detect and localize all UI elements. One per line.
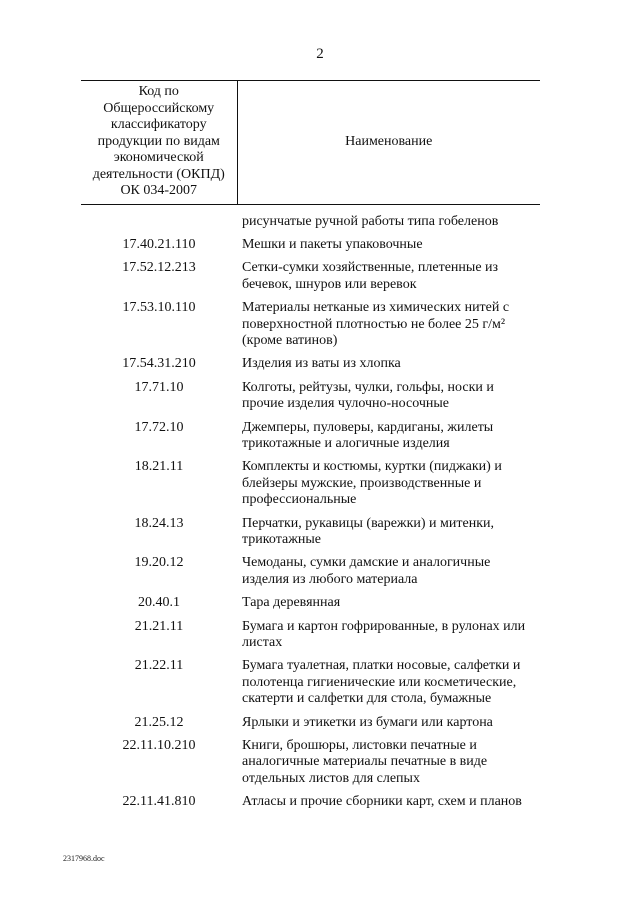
row-name: Сетки-сумки хозяйственные, плетенные из бечевок, шнуров или веревок [242,260,499,292]
row-code: 17.54.31.210 [122,356,196,372]
table-row [81,354,540,377]
table-row [81,736,540,792]
row-code: 18.21.11 [134,459,184,475]
table-row [81,258,540,298]
table-row [81,298,540,354]
row-name: рисунчатые ручной работы типа гобеленов [242,213,499,229]
table-row [81,457,540,513]
footer-filename: 2317968.doc [63,854,105,863]
row-name: Мешки и пакеты упаковочные [242,236,423,252]
table-row [81,553,540,593]
table-row [81,235,540,258]
row-name: Материалы нетканые из химических нитей с поверхностной плотностью не более 25 г/м² (кроме ватинов) [242,300,510,348]
page-number: 2 [316,46,324,62]
table-row [81,617,540,657]
table-row [81,514,540,554]
row-name: Колготы, рейтузы, чулки, гольфы, носки и прочие изделия чулочно-носочные [242,379,494,412]
row-code: 21.22.11 [134,658,184,674]
row-code: 21.21.11 [134,618,184,634]
row-code [81,204,237,235]
row-code: 17.40.21.110 [122,236,196,252]
row-code: 17.52.12.213 [122,260,196,276]
row-name: Бумага и картон гофрированные, в рулонах или листах [242,618,526,651]
table-row [81,713,540,736]
table-body [81,204,540,816]
row-name: Книги, брошюры, листовки печатные и аналогичные материалы печатные в виде отдельных листов для слепых [242,738,488,786]
row-name: Изделия из ваты из хлопка [242,356,401,372]
row-code: 17.72.10 [134,419,184,435]
row-name: Атласы и прочие сборники карт, схем и планов [242,794,522,810]
row-name: Тара деревянная [242,595,341,611]
row-name: Ярлыки и этикетки из бумаги или картона [242,714,493,730]
table-row [81,656,540,712]
table-row [81,792,540,815]
header-code: Код по Общероссийскому классификатору продукции по видам экономической деятельности (ОКПД) ОК 034-2007 [81,81,237,205]
row-code: 22.11.10.210 [122,738,196,754]
row-code: 21.25.12 [134,714,184,730]
row-code: 18.24.13 [134,515,184,531]
row-name: Комплекты и костюмы, куртки (пиджаки) и блейзеры мужские, производственные и профессиональные [242,459,502,508]
row-name: Чемоданы, сумки дамские и аналогичные изделия из любого материала [242,555,491,587]
row-code: 17.53.10.110 [122,300,196,316]
table-row [81,204,540,235]
row-name: Бумага туалетная, платки носовые, салфетки и полотенца гигиенические или косметические, скатерти и салфетки для стола, бумажные [242,658,521,707]
table-row [81,593,540,616]
table-header-row [81,81,540,205]
row-code: 17.71.10 [134,379,184,395]
table-row [81,418,540,458]
okpd-table [81,80,540,816]
table-row [81,378,540,418]
row-code: 22.11.41.810 [122,794,196,810]
row-name: Джемперы, пуловеры, кардиганы, жилеты трикотажные и алогичные изделия [242,419,494,451]
row-name: Перчатки, рукавицы (варежки) и митенки, трикотажные [242,515,495,547]
header-name: Наименование [237,81,540,205]
row-code: 19.20.12 [134,555,184,571]
row-code: 20.40.1 [138,595,180,611]
